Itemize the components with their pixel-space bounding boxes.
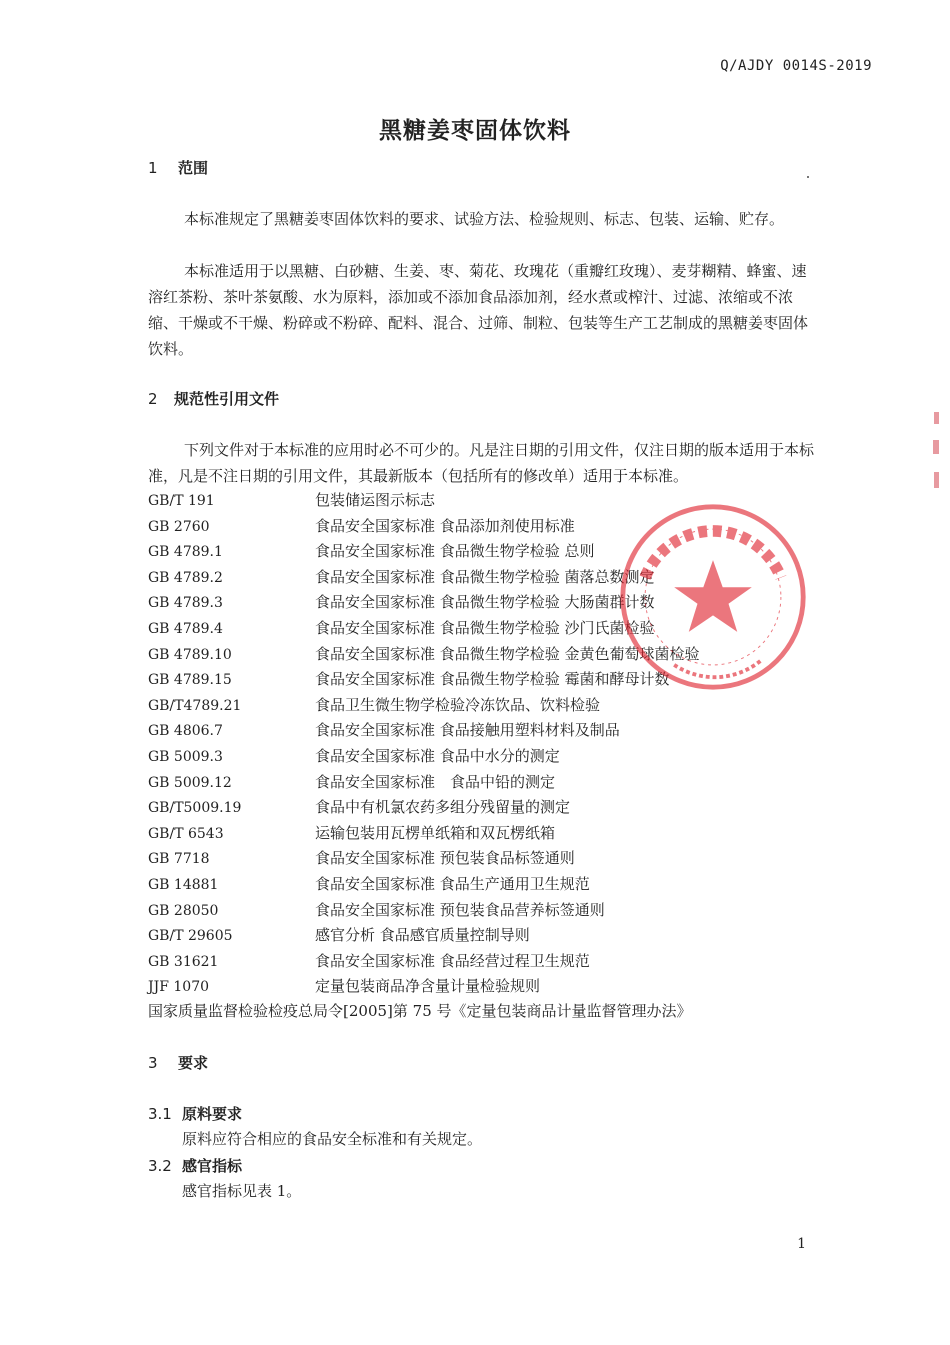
reference-title: 运输包装用瓦楞单纸箱和双瓦楞纸箱 <box>315 823 556 842</box>
reference-code: GB/T 191 <box>148 493 215 509</box>
subsection-title: 感官指标 <box>182 1157 243 1175</box>
reference-row <box>148 693 828 719</box>
raw-material-text: 原料应符合相应的食品安全标准和有关规定。 <box>182 1130 483 1148</box>
reference-row <box>148 898 828 924</box>
reference-title: 食品安全国家标准 食品微生物学检验 沙门氏菌检验 <box>315 618 655 637</box>
seal-star <box>674 560 752 632</box>
decree-reference: 国家质量监督检验检疫总局令[2005]第 75 号《定量包装商品计量监督管理办法》 <box>148 1002 692 1020</box>
subsection-3-2-heading <box>148 1155 242 1176</box>
section-number: 3 <box>148 1054 158 1072</box>
reference-code: GB/T 6543 <box>148 825 224 842</box>
section-title: 要求 <box>178 1054 209 1072</box>
section-title: 范围 <box>178 159 209 177</box>
reference-title: 食品安全国家标准 食品微生物学检验 霉菌和酵母计数 <box>315 670 670 689</box>
reference-row <box>148 744 828 770</box>
reference-title: 食品安全国家标准 预包装食品标签通则 <box>315 849 575 868</box>
reference-title: 食品安全国家标准 食品微生物学检验 菌落总数测定 <box>315 567 655 586</box>
reference-code: GB 4789.3 <box>148 595 223 612</box>
reference-row <box>148 795 828 821</box>
section-title: 规范性引用文件 <box>174 390 280 408</box>
document-code: Q/AJDY 0014S-2019 <box>720 58 872 74</box>
reference-code: GB/T4789.21 <box>148 697 242 714</box>
reference-title: 食品安全国家标准 食品中铅的测定 <box>315 772 556 791</box>
reference-title: 感官分析 食品感官质量控制导则 <box>315 926 530 945</box>
seal-number-arc <box>674 660 761 677</box>
reference-code: GB 31621 <box>148 953 219 970</box>
reference-code: GB 4789.2 <box>148 569 223 586</box>
reference-title: 食品安全国家标准 食品接触用塑料材料及制品 <box>315 721 620 740</box>
subsection-title: 原料要求 <box>182 1105 243 1123</box>
document-title: 黑糖姜枣固体饮料 <box>379 118 571 144</box>
company-seal-stamp <box>616 500 810 694</box>
reference-title: 食品安全国家标准 食品中水分的测定 <box>315 746 560 765</box>
reference-title: 食品卫生微生物学检验冷冻饮品、饮料检验 <box>315 695 601 714</box>
references-intro: 下列文件对于本标准的应用时必不可少的。凡是注日期的引用文件，仅注日期的版本适用于本标准，凡是不注日期的引用文件，其最新版本（包括所有的修改单）适用于本标准。 <box>148 441 815 485</box>
reference-code: GB 5009.12 <box>148 774 232 791</box>
reference-row <box>148 846 828 872</box>
reference-row <box>148 949 828 975</box>
reference-title: 食品安全国家标准 食品微生物学检验 总则 <box>315 542 595 561</box>
reference-code: GB 28050 <box>148 902 219 919</box>
subsection-3-1-heading <box>148 1103 242 1124</box>
reference-row <box>148 923 828 949</box>
reference-title: 包装储运图示标志 <box>315 491 436 509</box>
scope-paragraph-1: 本标准规定了黑糖姜枣固体饮料的要求、试验方法、检验规则、标志、包装、运输、贮存。 <box>184 210 785 228</box>
subsection-number: 3.2 <box>148 1157 172 1175</box>
reference-code: GB/T5009.19 <box>148 800 242 817</box>
reference-title: 食品中有机氯农药多组分残留量的测定 <box>315 798 571 817</box>
subsection-number: 3.1 <box>148 1105 172 1123</box>
reference-code: GB 14881 <box>148 876 219 893</box>
reference-code: GB 4806.7 <box>148 723 223 740</box>
section-number: 1 <box>148 159 158 177</box>
reference-code: GB/T 29605 <box>148 928 233 945</box>
scan-speck <box>807 176 809 178</box>
reference-title: 食品安全国家标准 食品微生物学检验 大肠菌群计数 <box>315 593 655 612</box>
reference-row <box>148 821 828 847</box>
section-number: 2 <box>148 390 158 408</box>
reference-code: GB 2760 <box>148 518 210 535</box>
reference-code: GB 5009.3 <box>148 748 223 765</box>
reference-row <box>148 974 828 1000</box>
section-3-heading <box>148 1052 208 1073</box>
page-number: 1 <box>797 1236 806 1252</box>
sensory-index-text: 感官指标见表 1。 <box>182 1182 302 1200</box>
reference-code: GB 4789.15 <box>148 672 232 689</box>
reference-title: 食品安全国家标准 食品生产通用卫生规范 <box>315 874 590 893</box>
reference-code: GB 4789.1 <box>148 544 223 561</box>
reference-row <box>148 872 828 898</box>
reference-row <box>148 718 828 744</box>
reference-row <box>148 770 828 796</box>
reference-code: GB 4789.10 <box>148 646 232 663</box>
section-1-heading <box>148 157 208 178</box>
reference-title: 食品安全国家标准 食品经营过程卫生规范 <box>315 951 590 970</box>
reference-title: 食品安全国家标准 食品添加剂使用标准 <box>315 516 575 535</box>
section-2-heading <box>148 388 279 409</box>
reference-code: GB 4789.4 <box>148 620 223 637</box>
scope-paragraph-2: 本标准适用于以黑糖、白砂糖、生姜、枣、菊花、玫瑰花（重瓣红玫瑰）、麦芽糊精、蜂蜜、速溶红茶粉、茶叶茶氨酸、水为原料，添加或不添加食品添加剂，经水煮或榨汁、过滤、浓缩或不浓缩、干燥或不干燥、粉碎或不粉碎、配料、混合、过筛、制粒、包装等生产工艺制成的黑糖姜枣固体饮料。 <box>148 262 809 358</box>
seal-edge-mark <box>932 410 942 500</box>
reference-title: 定量包装商品净含量计量检验规则 <box>315 977 541 996</box>
reference-title: 食品安全国家标准 预包装食品营养标签通则 <box>315 900 605 919</box>
reference-code: GB 7718 <box>148 851 210 868</box>
reference-code: JJF 1070 <box>148 979 210 996</box>
reference-title: 食品安全国家标准 食品微生物学检验 金黄色葡萄球菌检验 <box>315 644 700 663</box>
